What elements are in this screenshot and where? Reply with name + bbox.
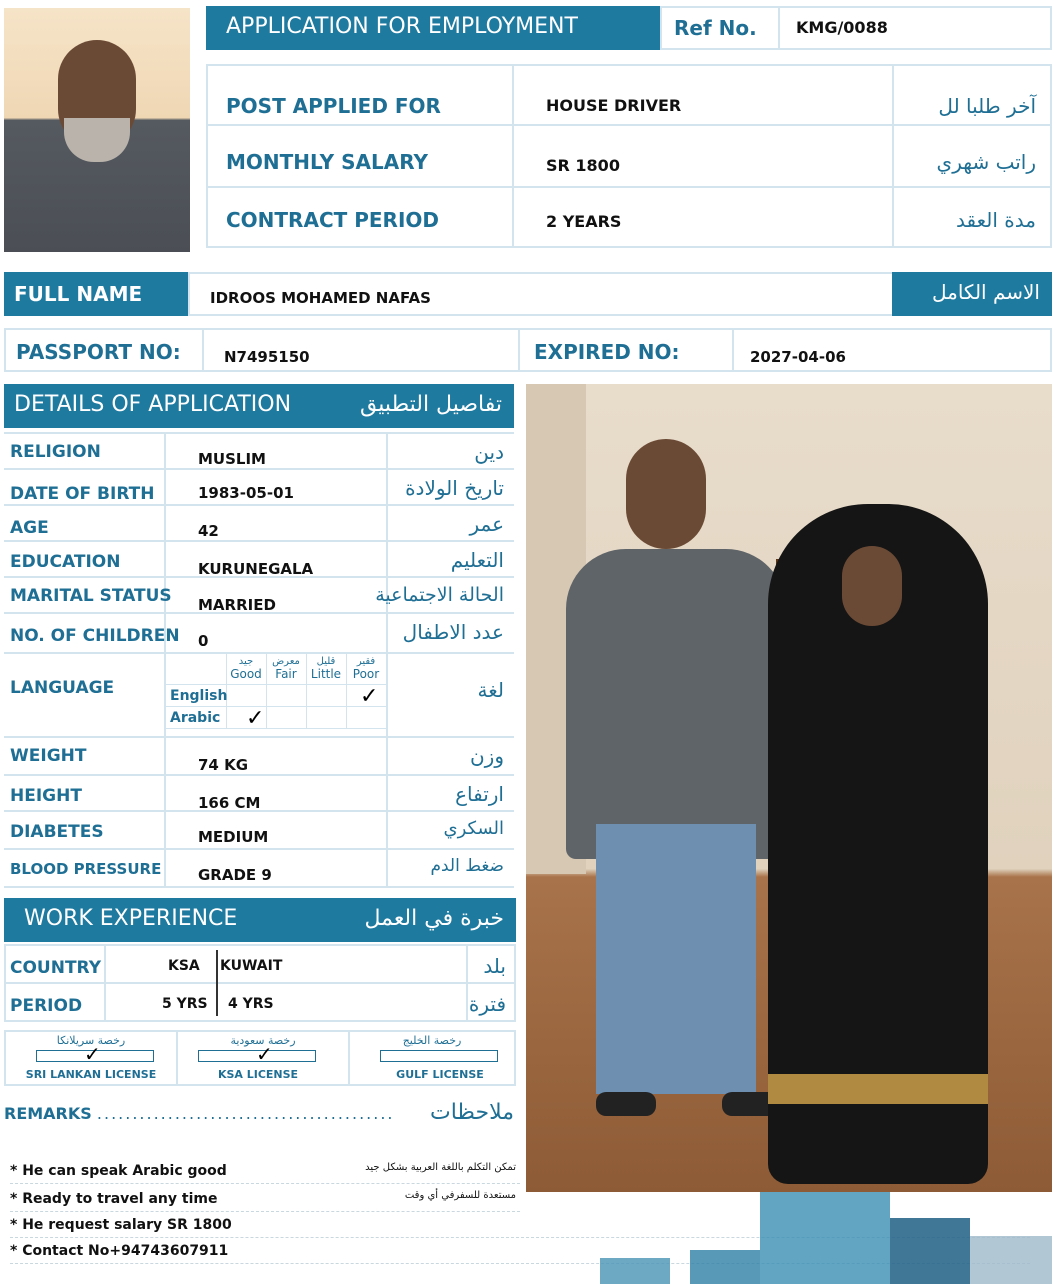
full-body-photo	[526, 384, 1052, 1192]
religion-ar: دين	[474, 440, 504, 464]
work-table	[4, 944, 516, 1022]
woman-face	[842, 546, 902, 626]
remark-item: * He request salary SR 1800	[10, 1214, 1030, 1238]
licenses-table	[4, 1030, 516, 1086]
license-srilanka	[6, 1032, 176, 1084]
diabetes-ar: السكري	[443, 818, 504, 839]
contract-label-ar: مدة العقد	[956, 208, 1036, 232]
level-good: جيد Good	[230, 656, 262, 681]
license-ar: رخصة الخليج	[402, 1034, 462, 1047]
diabetes-label: DIABETES	[10, 822, 104, 842]
age-value: 42	[198, 522, 219, 540]
bp-label: BLOOD PRESSURE	[10, 860, 162, 878]
license-en: KSA LICENSE	[217, 1068, 299, 1081]
height-ar: ارتفاع	[455, 782, 504, 806]
full-name-label-cell	[4, 272, 190, 316]
height-value: 166 CM	[198, 794, 261, 812]
level-poor: فقير Poor	[352, 656, 380, 681]
period-2: 4 YRS	[228, 996, 274, 1012]
ref-label-cell	[660, 6, 780, 50]
decor-block	[690, 1250, 760, 1284]
marital-ar: الحالة الاجتماعية	[375, 584, 504, 606]
man-shirt	[566, 549, 786, 859]
lang-arabic: Arabic	[170, 710, 221, 726]
language-row	[4, 654, 514, 738]
country-2: KUWAIT	[220, 958, 283, 974]
license-ar: رخصة سعودية	[230, 1034, 296, 1047]
full-name-ar-cell	[892, 272, 1052, 316]
remarks-ar: ملاحظات	[430, 1100, 514, 1125]
full-name-value-cell	[188, 272, 894, 316]
age-row	[4, 506, 514, 542]
license-en: GULF LICENSE	[396, 1068, 484, 1081]
passport-value: N7495150	[224, 348, 310, 366]
details-title-ar: تفاصيل التطبيق	[359, 392, 502, 417]
man-shoe	[596, 1092, 656, 1116]
age-ar: عمر	[469, 512, 504, 536]
license-ar: رخصة سريلانكا	[56, 1034, 126, 1047]
ref-value-cell	[778, 6, 1052, 50]
divider	[6, 982, 514, 984]
height-label: HEIGHT	[10, 786, 82, 806]
children-row	[4, 614, 514, 654]
diabetes-value: MEDIUM	[198, 828, 269, 846]
man-face	[626, 439, 706, 549]
bp-value: GRADE 9	[198, 866, 272, 884]
details-title: DETAILS OF APPLICATION	[14, 392, 292, 417]
work-header	[4, 898, 516, 942]
bp-ar: ضغط الدم	[430, 856, 504, 876]
beard-shape	[64, 118, 130, 162]
marital-row	[4, 578, 514, 614]
post-label-ar: آخر طلبا لل	[938, 94, 1036, 118]
arabic-good-check: ✓	[246, 706, 265, 731]
details-table	[4, 432, 514, 888]
dob-label: DATE OF BIRTH	[10, 484, 155, 504]
remarks-dots: ..........................................	[96, 1104, 395, 1123]
abaya-trim	[768, 1074, 988, 1104]
remarks-label: REMARKS	[4, 1104, 92, 1123]
post-row	[208, 66, 1050, 126]
divider	[518, 330, 520, 370]
salary-label-ar: راتب شهري	[936, 150, 1036, 174]
passport-row	[4, 328, 1052, 372]
ref-label: Ref No.	[674, 16, 757, 40]
expired-value: 2027-04-06	[750, 348, 846, 366]
contract-label: CONTRACT PERIOD	[226, 208, 439, 232]
salary-value: SR 1800	[546, 156, 620, 175]
decor-block	[600, 1258, 670, 1284]
license-gulf	[350, 1032, 514, 1084]
divider	[202, 330, 204, 370]
children-label: NO. OF CHILDREN	[10, 626, 180, 646]
header-title-bar	[206, 6, 660, 50]
full-name-value: IDROOS MOHAMED NAFAS	[210, 289, 431, 307]
period-1: 5 YRS	[162, 996, 208, 1012]
license-ksa	[178, 1032, 348, 1084]
man-jeans	[596, 824, 756, 1094]
level-little: قليل Little	[310, 656, 342, 681]
weight-row	[4, 738, 514, 776]
dob-value: 1983-05-01	[198, 484, 294, 502]
weight-value: 74 KG	[198, 756, 249, 774]
expired-label: EXPIRED NO:	[534, 340, 680, 364]
period-ar: فترة	[468, 992, 506, 1016]
decor-block	[760, 1192, 890, 1284]
religion-row	[4, 434, 514, 470]
country-label: COUNTRY	[10, 958, 102, 978]
country-ar: بلد	[483, 954, 506, 978]
remarks-header	[4, 1100, 516, 1134]
divider	[732, 330, 734, 370]
period-label: PERIOD	[10, 996, 83, 1016]
salary-row	[208, 126, 1050, 188]
education-value: KURUNEGALA	[198, 560, 314, 578]
salary-label: MONTHLY SALARY	[226, 150, 428, 174]
marital-label: MARITAL STATUS	[10, 586, 172, 606]
post-value: HOUSE DRIVER	[546, 96, 682, 115]
age-label: AGE	[10, 518, 49, 538]
license-check: ✓	[256, 1042, 273, 1066]
language-ar: لغة	[477, 678, 504, 702]
license-check: ✓	[84, 1042, 101, 1066]
diabetes-row	[4, 812, 514, 850]
level-fair: معرض Fair	[272, 656, 300, 681]
license-en: SRI LANKAN LICENSE	[25, 1068, 157, 1081]
decor-block	[890, 1218, 970, 1284]
grid-line	[166, 684, 386, 685]
marital-value: MARRIED	[198, 596, 276, 614]
details-header	[4, 384, 514, 428]
decor-block	[970, 1236, 1052, 1284]
post-table	[206, 64, 1052, 248]
weight-label: WEIGHT	[10, 746, 87, 766]
full-name-ar: الاسم الكامل	[931, 280, 1040, 304]
ref-value: KMG/0088	[796, 18, 888, 37]
work-title-ar: خبرة في العمل	[364, 906, 504, 931]
english-poor-check: ✓	[360, 684, 379, 709]
passport-photo	[4, 8, 190, 252]
remark-item: * He can speak Arabic good تمكن التكلم باللغة العربية بشكل جيد	[10, 1160, 520, 1184]
religion-value: MUSLIM	[198, 450, 266, 468]
remark-item: * Ready to travel any time مستعدة للسفرفي أي وقت	[10, 1188, 520, 1212]
passport-label: PASSPORT NO:	[16, 340, 181, 364]
full-name-label: FULL NAME	[14, 282, 143, 306]
page-title: APPLICATION FOR EMPLOYMENT	[226, 14, 578, 39]
checkbox	[380, 1050, 498, 1062]
work-title: WORK EXPERIENCE	[24, 906, 238, 931]
education-ar: التعليم	[450, 548, 504, 572]
grid-line	[166, 706, 386, 707]
weight-ar: وزن	[469, 744, 504, 768]
post-label: POST APPLIED FOR	[226, 94, 441, 118]
education-row	[4, 542, 514, 578]
divider	[216, 950, 218, 1016]
language-label: LANGUAGE	[10, 678, 115, 698]
children-value: 0	[198, 632, 209, 650]
education-label: EDUCATION	[10, 552, 121, 572]
dob-ar: تاريخ الولادة	[405, 476, 504, 500]
lang-english: English	[170, 688, 228, 704]
contract-row	[208, 188, 1050, 246]
remark-item: * Contact No+94743607911	[10, 1240, 1030, 1264]
children-ar: عدد الاطفال	[402, 620, 504, 644]
religion-label: RELIGION	[10, 442, 101, 462]
height-row	[4, 776, 514, 812]
bp-row	[4, 850, 514, 888]
grid-line	[166, 728, 386, 729]
dob-row	[4, 470, 514, 506]
country-1: KSA	[168, 958, 200, 974]
contract-value: 2 YEARS	[546, 212, 622, 231]
